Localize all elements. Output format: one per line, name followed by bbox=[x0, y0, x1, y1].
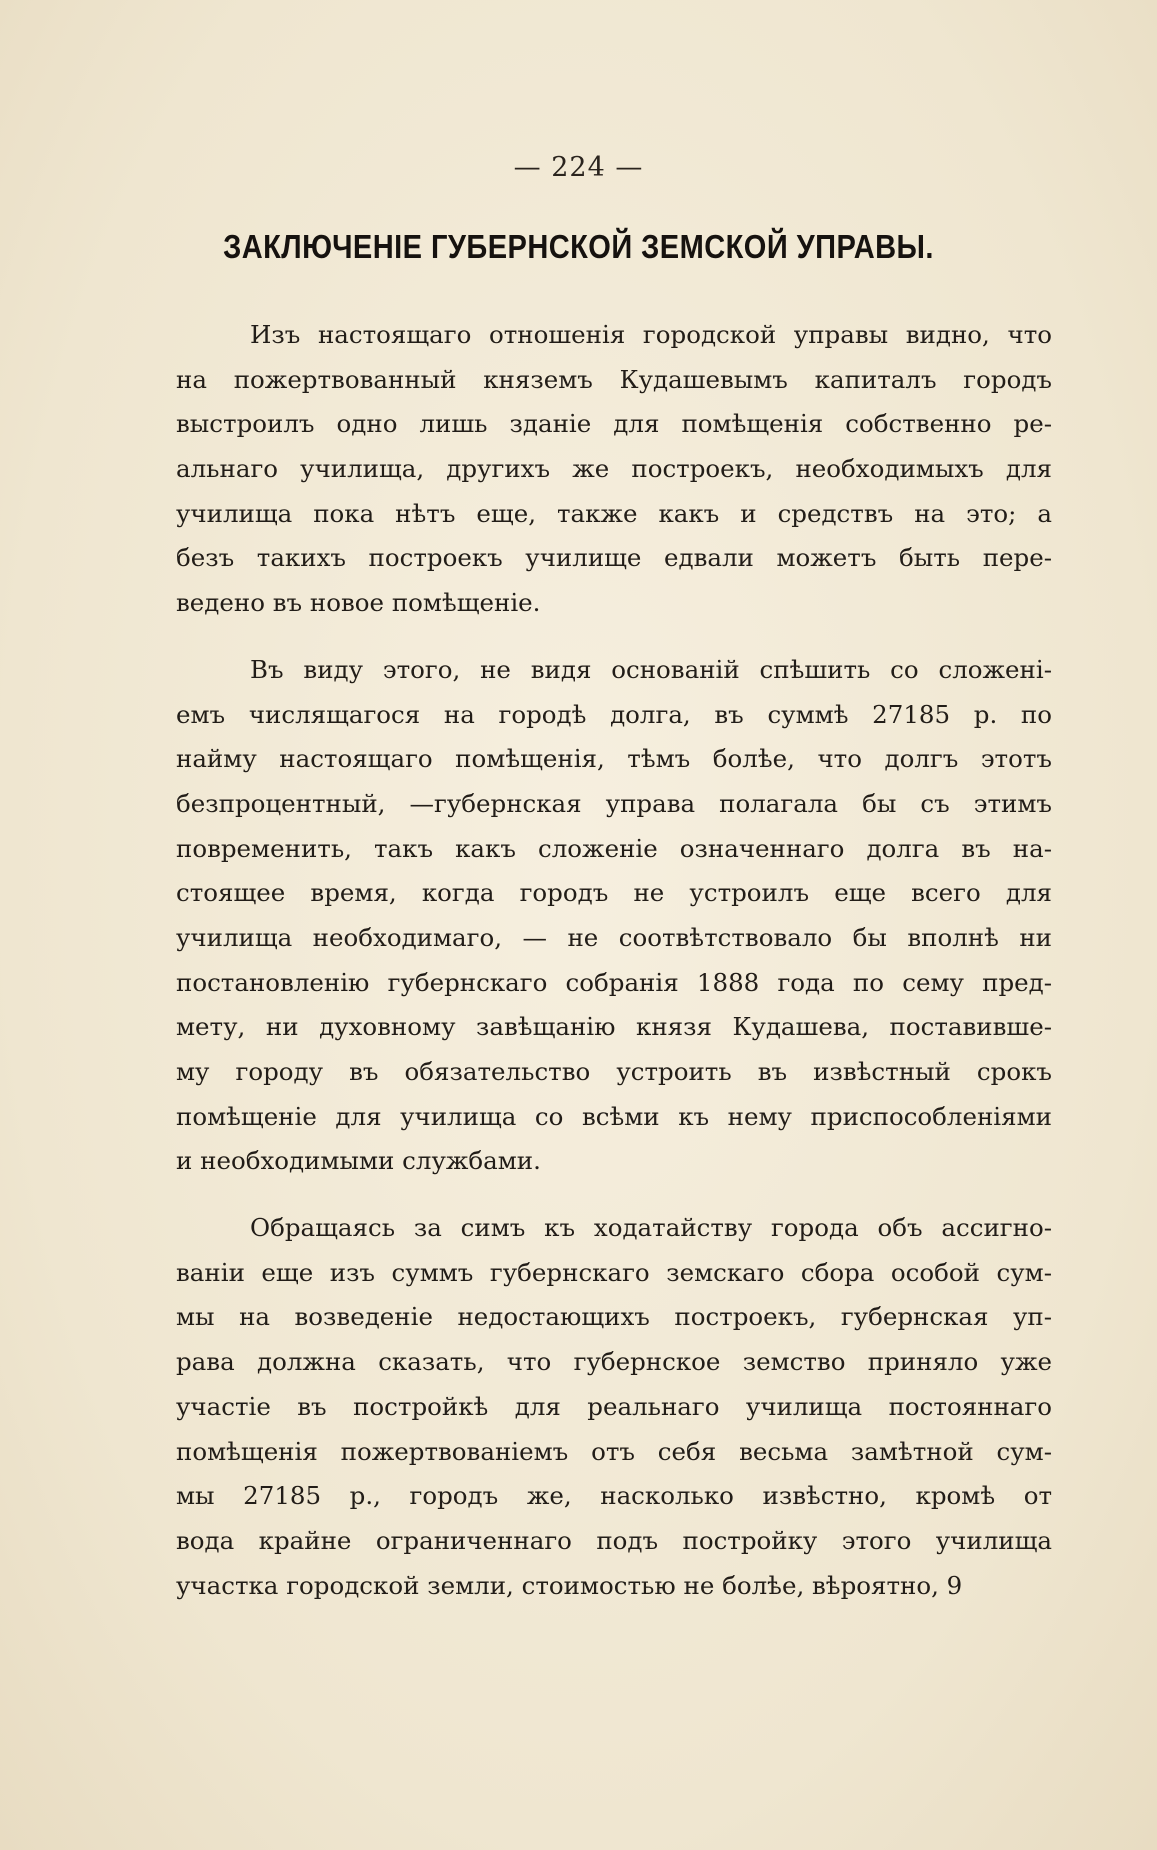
paragraph bbox=[176, 648, 1052, 1184]
paragraph bbox=[176, 1206, 1052, 1608]
text-line: стоящее время, когда городъ не устроилъ еще всего для bbox=[176, 878, 1052, 908]
text-line: училища необходимаго, — не соотвѣтствовало бы вполнѣ ни bbox=[176, 922, 1052, 952]
section-heading: ЗАКЛЮЧЕНІЕ ГУБЕРНСКОЙ ЗЕМСКОЙ УПРАВЫ. bbox=[223, 228, 934, 265]
text-line: помѣщенія пожертвованіемъ отъ себя весьма замѣтной сум- bbox=[176, 1436, 1052, 1466]
text-line: рава должна сказать, что губернское земство приняло уже bbox=[176, 1347, 1052, 1377]
text-line: на пожертвованный княземъ Кудашевымъ капиталъ городъ bbox=[176, 364, 1052, 394]
body-text bbox=[176, 313, 1052, 1630]
paragraph bbox=[176, 313, 1052, 626]
text-line: мету, ни духовному завѣщанію князя Кудашева, поставивше- bbox=[176, 1012, 1052, 1042]
text-line: мы на возведеніе недостающихъ построекъ, губернская уп- bbox=[176, 1302, 1052, 1332]
text-line: альнаго училища, другихъ же построекъ, необходимыхъ для bbox=[176, 454, 1052, 484]
text-line: Въ виду этого, не видя основаній спѣшить со сложені- bbox=[250, 654, 1052, 684]
text-line: Обращаясь за симъ къ ходатайству города объ ассигно- bbox=[250, 1213, 1052, 1243]
text-line: безпроцентный, —губернская управа полагала бы съ этимъ bbox=[176, 788, 1052, 818]
text-line: емъ числящагося на городѣ долга, въ суммѣ 27185 р. по bbox=[176, 699, 1052, 729]
text-line: ведено въ новое помѣщеніе. bbox=[176, 588, 541, 618]
text-line: му городу въ обязательство устроить въ извѣстный срокъ bbox=[176, 1057, 1052, 1086]
text-line: и необходимыми службами. bbox=[176, 1146, 541, 1176]
text-line: безъ такихъ построекъ училище едвали можетъ быть пере- bbox=[176, 543, 1052, 573]
text-line: найму настоящаго помѣщенія, тѣмъ болѣе, что долгъ этотъ bbox=[176, 744, 1052, 774]
page-number: — 224 — bbox=[513, 152, 644, 183]
text-line: выстроилъ одно лишь зданіе для помѣщенія собственно ре- bbox=[176, 409, 1052, 439]
text-line: училища пока нѣтъ еще, также какъ и средствъ на это; а bbox=[176, 498, 1052, 528]
text-line: повременить, такъ какъ сложеніе означеннаго долга въ на- bbox=[176, 833, 1052, 863]
text-line: ваніи еще изъ суммъ губернскаго земскаго сбора особой сум- bbox=[176, 1257, 1052, 1287]
text-line: помѣщеніе для училища со всѣми къ нему приспособленіями bbox=[176, 1101, 1052, 1131]
text-line: участіе въ постройкѣ для реальнаго училища постояннаго bbox=[176, 1391, 1052, 1421]
text-line: вода крайне ограниченнаго подъ постройку этого училища bbox=[176, 1525, 1052, 1555]
text-line: постановленію губернскаго собранія 1888 года по сему пред- bbox=[176, 967, 1052, 997]
text-line: Изъ настоящаго отношенія городской управы видно, что bbox=[250, 320, 1052, 349]
text-line: участка городской земли, стоимостью не болѣе, вѣроятно, 9 bbox=[176, 1570, 963, 1600]
text-line: мы 27185 р., городъ же, насколько извѣстно, кромѣ от bbox=[176, 1481, 1052, 1511]
